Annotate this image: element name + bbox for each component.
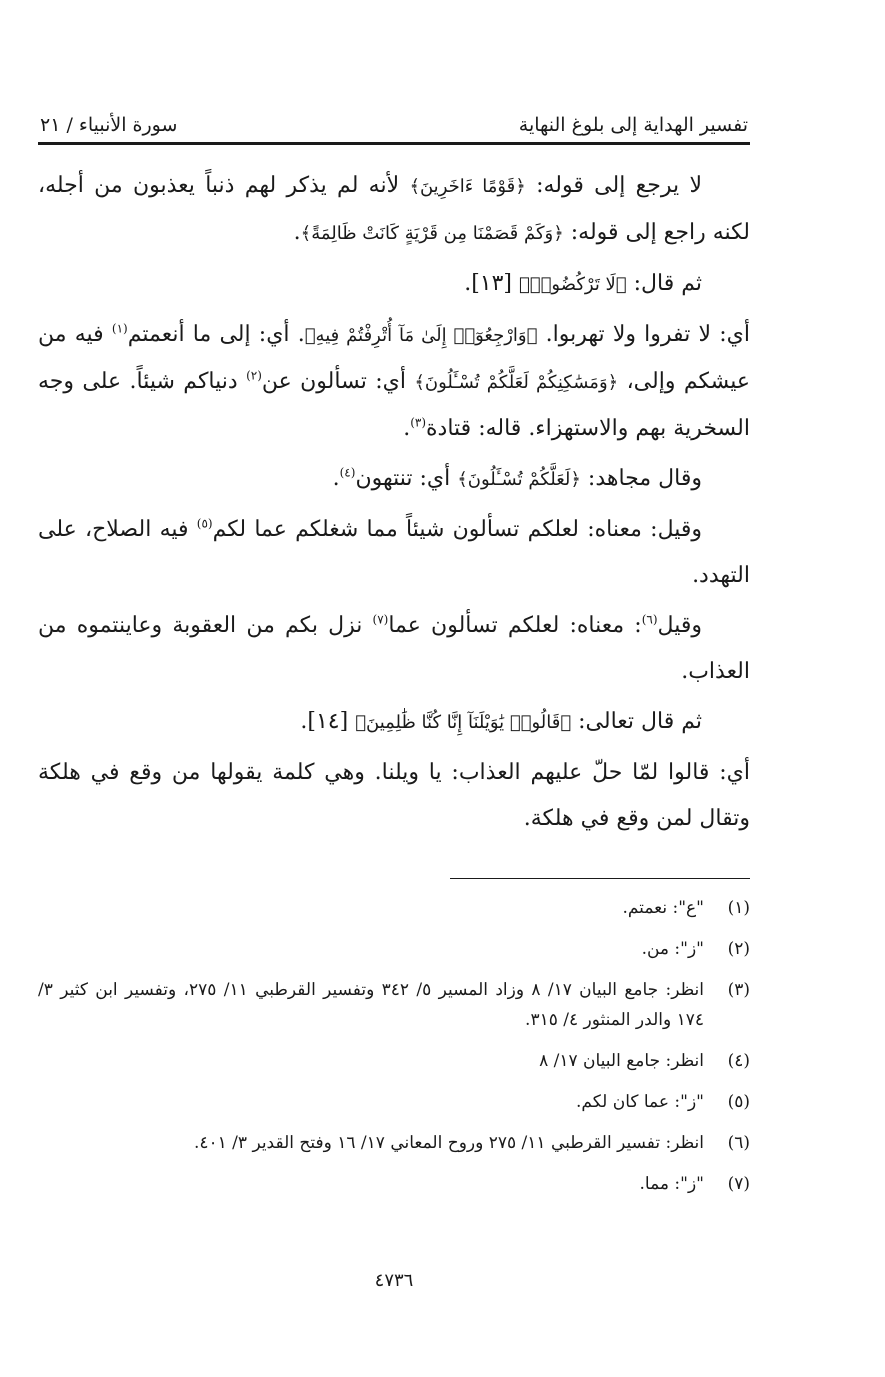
footnote-text: انظر: جامع البيان ١٧/ ٨ bbox=[539, 1051, 704, 1071]
paragraph-text: نزل بكم من العقوبة وعاينتموه من العذاب. bbox=[38, 613, 750, 684]
footnotes bbox=[38, 893, 750, 1199]
footnote-marker: (٦) bbox=[641, 612, 658, 627]
paragraph-text: . bbox=[332, 466, 340, 491]
paragraph-text: دنياكم شيئاً. على وجه السخرية بهم والاستهزاء. قاله: قتادة bbox=[38, 369, 750, 441]
quran-verse: ﴿وَارْجِعُوٓا۟ إِلَىٰ مَآ أُتْرِفْتُمْ فِيهِ﴾ bbox=[304, 325, 538, 346]
footnote bbox=[38, 975, 750, 1035]
paragraph-text: وقيل bbox=[657, 613, 702, 638]
footnote-number: (٥) bbox=[727, 1092, 750, 1112]
paragraph bbox=[38, 261, 750, 308]
footnote-marker: (٥) bbox=[196, 516, 213, 531]
footnote-marker: (٣) bbox=[410, 415, 427, 430]
footnote bbox=[38, 1169, 750, 1199]
paragraph bbox=[38, 456, 750, 503]
footnote-number: (٦) bbox=[727, 1133, 750, 1153]
footnote bbox=[38, 1087, 750, 1117]
paragraph bbox=[38, 312, 750, 452]
paragraph-text: أي: تنتهون bbox=[355, 466, 458, 491]
paragraph bbox=[38, 163, 750, 257]
quran-verse: ﴿قَوْمًا ءَاخَرِينَ﴾ bbox=[409, 176, 526, 197]
footnote-text: "ز": من. bbox=[641, 939, 704, 959]
running-header bbox=[38, 100, 750, 145]
quran-verse: ﴿لَعَلَّكُمْ تُسْـَٔلُونَ﴾ bbox=[457, 469, 581, 490]
footnote-marker: (٢) bbox=[246, 368, 262, 383]
footnote-text: "ز": عما كان لكم. bbox=[576, 1092, 704, 1112]
footnote-text: "ز": مما. bbox=[639, 1174, 704, 1194]
footnote bbox=[38, 1046, 750, 1076]
paragraph-text: ثم قال تعالى: bbox=[571, 709, 702, 734]
book-title: تفسير الهداية إلى بلوغ النهاية bbox=[518, 114, 748, 136]
footnote-number: (٤) bbox=[727, 1051, 750, 1071]
footnote-marker: (٤) bbox=[339, 465, 356, 480]
paragraph-text: فيه الصلاح، على التهدد. bbox=[38, 517, 750, 588]
paragraph bbox=[38, 750, 750, 842]
quran-verse: ﴿قَالُوا۟ يَٰوَيْلَنَآ إِنَّا كُنَّا ظَٰلِمِينَ﴾ bbox=[355, 712, 572, 733]
footnote-number: (٣) bbox=[727, 980, 750, 1000]
footnote-text: "ع": نعمتم. bbox=[622, 898, 704, 918]
paragraph-text: [١٣]. bbox=[464, 271, 519, 296]
quran-verse: ﴿لَا تَرْكُضُوا۟﴾ bbox=[519, 274, 627, 295]
paragraph bbox=[38, 699, 750, 746]
paragraph-text: وقيل: معناه: لعلكم تسألون شيئاً مما شغلكم عما لكم bbox=[212, 517, 703, 542]
paragraph-text: [١٤]. bbox=[300, 709, 356, 734]
footnote-text: انظر: تفسير القرطبي ١١/ ٢٧٥ وروح المعاني ١٧/ ١٦ وفتح القدير ٣/ ٤٠١. bbox=[193, 1133, 704, 1153]
paragraph-text: أي: تسألون عن bbox=[261, 369, 415, 394]
footnote-text: انظر: جامع البيان ١٧/ ٨ وزاد المسير ٥/ ٣٤٢ وتفسير القرطبي ١١/ ٢٧٥، وتفسير ابن كثير ٣/ ١٧٤ والدر المنثور ٤/ ٣١٥. bbox=[38, 980, 704, 1030]
surah-reference: سورة الأنبياء / ٢١ bbox=[40, 114, 178, 136]
quran-verse: ﴿وَكَمْ قَصَمْنَا مِن قَرْيَةٍ كَانَتْ ظَالِمَةً﴾ bbox=[300, 223, 564, 244]
footnote-number: (١) bbox=[727, 898, 750, 918]
paragraph-text: أي: قالوا لمّا حلّ عليهم العذاب: يا ويلنا. وهي كلمة يقولها من وقع في هلكة وتقال لمن وقع في هلكة. bbox=[38, 760, 750, 831]
paragraph-text: أي: لا تفروا ولا تهربوا. bbox=[537, 322, 750, 347]
page bbox=[38, 100, 750, 1340]
paragraph-text: . bbox=[293, 220, 301, 245]
paragraph-text: لأنه لم يذكر لهم ذنباً يعذبون من أجله، لكنه راجع إلى قوله: bbox=[38, 173, 750, 245]
quran-verse: ﴿وَمَسَٰكِنِكُمْ لَعَلَّكُمْ تُسْـَٔلُونَ﴾ bbox=[414, 372, 619, 393]
footnote-number: (٢) bbox=[727, 939, 750, 959]
paragraph bbox=[38, 507, 750, 599]
paragraph-text: لا يرجع إلى قوله: bbox=[525, 173, 702, 198]
footnote-marker: (١) bbox=[111, 321, 128, 336]
footnote-number: (٧) bbox=[727, 1174, 750, 1194]
footnote bbox=[38, 893, 750, 923]
paragraph-text: . bbox=[403, 416, 411, 441]
paragraph bbox=[38, 603, 750, 695]
footnote bbox=[38, 934, 750, 964]
paragraph-text: ثم قال: bbox=[626, 271, 702, 296]
footnote bbox=[38, 1128, 750, 1158]
main-text bbox=[38, 163, 750, 842]
page-number: ٤٧٣٦ bbox=[374, 1270, 414, 1291]
paragraph-text: : معناه: لعلكم تسألون عما bbox=[388, 613, 642, 638]
paragraph-text: . أي: إلى ما أنعمتم bbox=[127, 322, 305, 347]
footnote-divider bbox=[450, 878, 750, 879]
footnote-marker: (٧) bbox=[372, 612, 389, 627]
paragraph-text: وقال مجاهد: bbox=[580, 466, 702, 491]
paragraph-text: فيه من عيشكم وإلى، bbox=[38, 322, 751, 394]
